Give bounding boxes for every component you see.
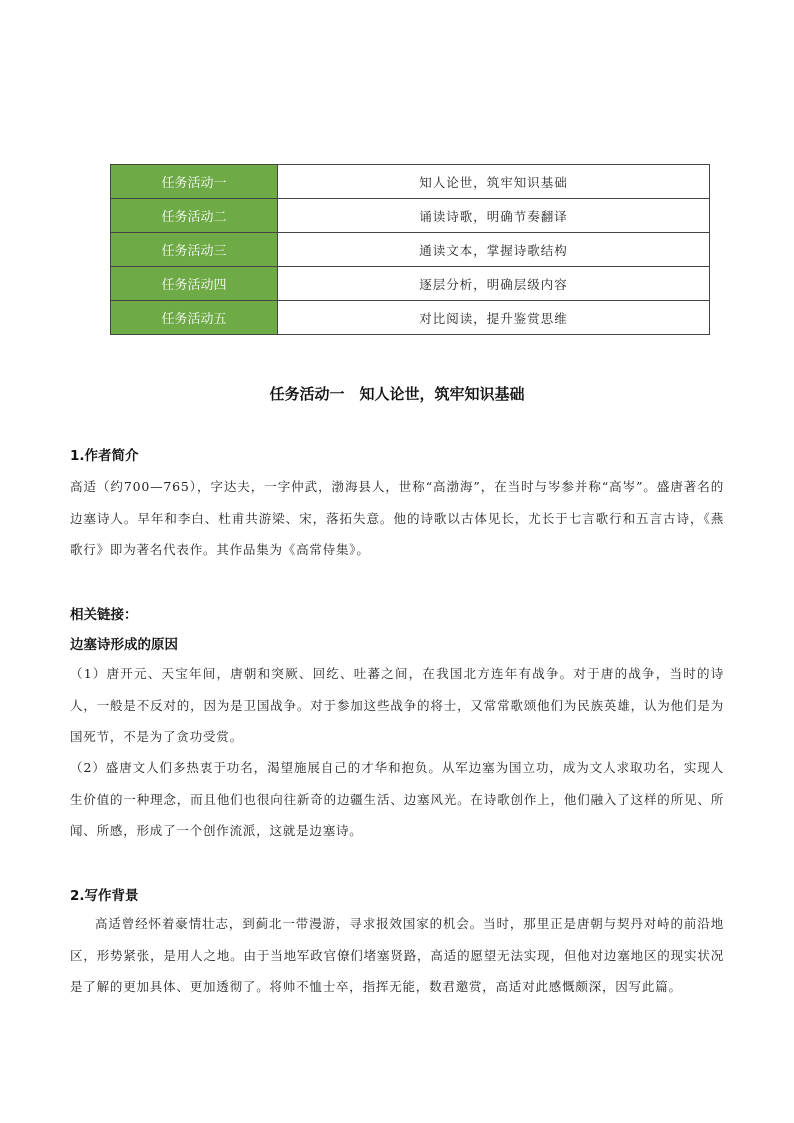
background-paragraph: 高适曾经怀着豪情壮志，到蓟北一带漫游，寻求报效国家的机会。当时，那里正是唐朝与契丹对峙的前沿地区，形势紧张，是用人之地。由于当地军政官僚们堵塞贤路，高适的愿望无法实现，但他对边塞地区的现实状况是了解的更加具体、更加透彻了。将帅不恤士卒，指挥无能，数君邀赏，高适对此感慨颇深，因写此篇。 [70,916,724,994]
task-desc-cell: 通读文本，掌握诗歌结构 [278,233,710,267]
task-desc-cell: 知人论世，筑牢知识基础 [278,165,710,199]
author-heading: 1.作者简介 [70,448,139,464]
task-name-cell: 任务活动五 [111,301,278,335]
table-row [111,165,710,199]
section-title: 任务活动一 知人论世，筑牢知识基础 [269,385,525,403]
task-desc-cell: 逐层分析，明确层级内容 [278,267,710,301]
task-table [110,164,710,335]
task-name-cell: 任务活动三 [111,233,278,267]
task-name-cell: 任务活动二 [111,199,278,233]
related-paragraph-2: （2）盛唐文人们多热衷于功名，渴望施展自己的才华和抱负。从军边塞为国立功，成为文人求取功名，实现人生价值的一种理念，而且他们也很向往新奇的边疆生活、边塞风光。在诗歌创作上，他们融入了这样的所见、所闻、所感，形成了一个创作流派，这就是边塞诗。 [70,760,724,838]
table-row [111,267,710,301]
task-name-cell: 任务活动四 [111,267,278,301]
related-subheading: 边塞诗形成的原因 [70,637,178,653]
related-heading: 相关链接： [70,607,138,623]
related-paragraph-1: （1）唐开元、天宝年间，唐朝和突厥、回纥、吐蕃之间，在我国北方连年有战争。对于唐的战争，当时的诗人，一般是不反对的，因为是卫国战争。对于参加这些战争的将士，又常常歌颂他们为民族英雄，认为他们是为国死节，不是为了贪功受赏。 [70,666,724,744]
table-row [111,233,710,267]
task-name-cell: 任务活动一 [111,165,278,199]
table-row [111,301,710,335]
task-desc-cell: 诵读诗歌，明确节奏翻译 [278,199,710,233]
author-paragraph: 高适（约700—765），字达夫，一字仲武，渤海县人，世称“高渤海”，在当时与岑参并称“高岑”。盛唐著名的边塞诗人。早年和李白、杜甫共游梁、宋，落拓失意。他的诗歌以古体见长，尤长于七言歌行和五言古诗，《燕歌行》即为著名代表作。其作品集为《高常侍集》。 [70,479,724,557]
table-row [111,199,710,233]
task-desc-cell: 对比阅读，提升鉴赏思维 [278,301,710,335]
background-heading: 2.写作背景 [70,888,139,904]
